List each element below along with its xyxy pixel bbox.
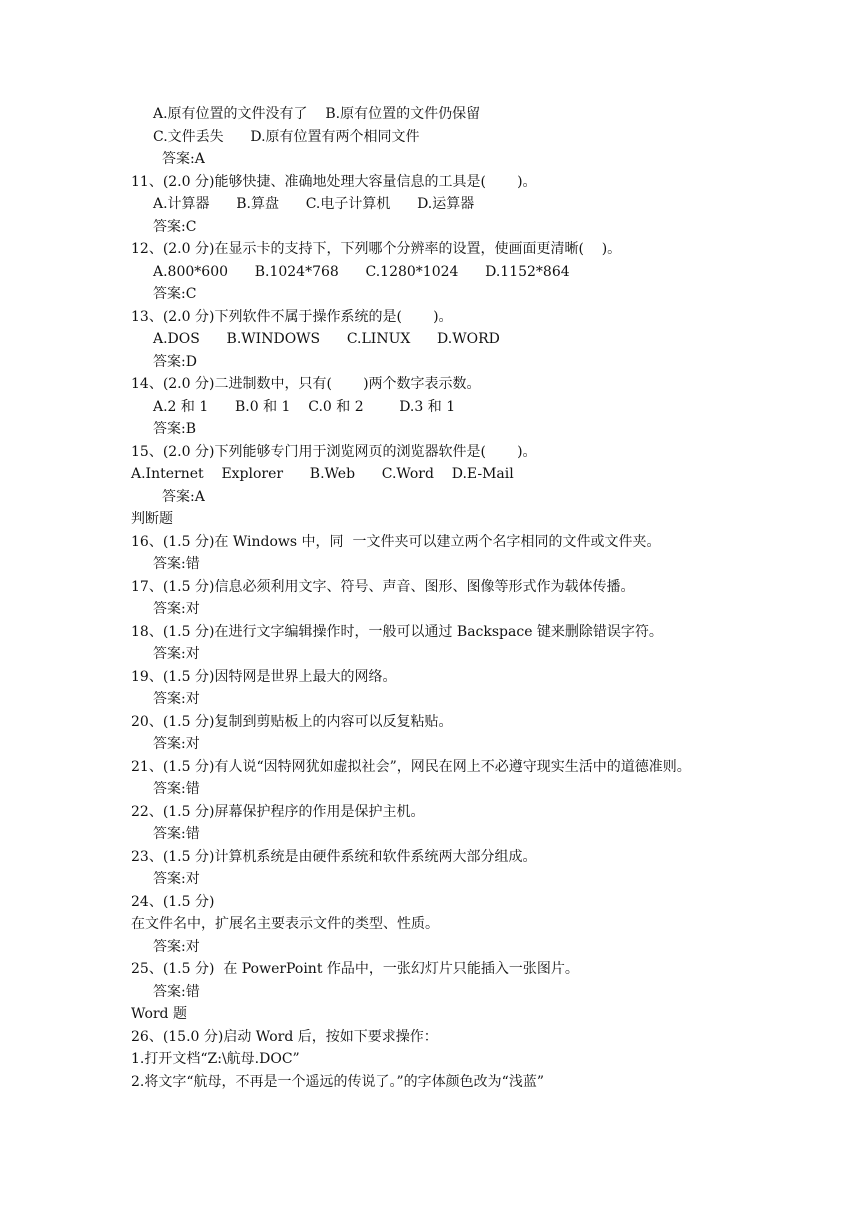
- question-line: 24、(1.5 分): [131, 893, 215, 910]
- answer-line: 答案:A: [162, 151, 205, 167]
- document-body: [131, 103, 771, 1093]
- section-heading: Word 题: [131, 1006, 187, 1022]
- answer-line: 答案:错: [153, 826, 200, 842]
- question-line: 21、(1.5 分)有人说“因特网犹如虚拟社会”，网民在网上不必遵守现实生活中的道德准则。: [131, 758, 691, 775]
- question-line: 25、(1.5 分) 在 PowerPoint 作品中，一张幻灯片只能插入一张图片。: [131, 961, 579, 977]
- answer-line: 答案:对: [153, 871, 200, 887]
- options-line: A.Internet Explorer B.Web C.Word D.E-Mail: [131, 466, 514, 482]
- question-line: 14、(2.0 分)二进制数中，只有( )两个数字表示数。: [131, 376, 481, 392]
- question-line: 22、(1.5 分)屏幕保护程序的作用是保护主机。: [131, 803, 425, 820]
- answer-line: 答案:对: [153, 601, 200, 617]
- answer-line: 答案:错: [153, 781, 200, 797]
- question-line: 11、(2.0 分)能够快捷、准确地处理大容量信息的工具是( )。: [131, 173, 537, 190]
- answer-line: 答案:错: [153, 983, 200, 1000]
- question-line: 16、(1.5 分)在 Windows 中，同 一文件夹可以建立两个名字相同的文件或文件夹。: [131, 533, 661, 550]
- question-line: 17、(1.5 分)信息必须利用文字、符号、声音、图形、图像等形式作为载体传播。: [131, 578, 635, 595]
- options-line: C.文件丢失 D.原有位置有两个相同文件: [153, 128, 420, 145]
- question-line: 19、(1.5 分)因特网是世界上最大的网络。: [131, 668, 397, 685]
- answer-line: 答案:错: [153, 556, 200, 572]
- answer-line: 答案:对: [153, 691, 200, 707]
- question-line: 26、(15.0 分)启动 Word 后，按如下要求操作：: [131, 1028, 438, 1045]
- section-heading: 判断题: [131, 511, 173, 527]
- question-line: 18、(1.5 分)在进行文字编辑操作时，一般可以通过 Backspace 键来删除错误字符。: [131, 623, 663, 640]
- answer-line: 答案:B: [153, 421, 197, 437]
- options-line: A.原有位置的文件没有了 B.原有位置的文件仍保留: [153, 106, 481, 122]
- question-line: 15、(2.0 分)下列能够专门用于浏览网页的浏览器软件是( )。: [131, 443, 537, 460]
- options-line: A.800*600 B.1024*768 C.1280*1024 D.1152*864: [153, 263, 570, 280]
- options-line: A.计算器 B.算盘 C.电子计算机 D.运算器: [153, 196, 475, 212]
- question-line: 12、(2.0 分)在显示卡的支持下，下列哪个分辨率的设置，使画面更清晰( )。: [131, 241, 622, 257]
- text-line: 在文件名中，扩展名主要表示文件的类型、性质。: [131, 916, 439, 932]
- options-line: A.2 和 1 B.0 和 1 C.0 和 2 D.3 和 1: [153, 398, 456, 415]
- answer-line: 答案:对: [153, 938, 200, 955]
- answer-line: 答案:C: [153, 286, 197, 302]
- options-line: A.DOS B.WINDOWS C.LINUX D.WORD: [153, 331, 500, 347]
- text-line: 2.将文字“航母，不再是一个遥远的传说了。”的字体颜色改为“浅蓝”: [131, 1073, 544, 1090]
- question-line: 13、(2.0 分)下列软件不属于操作系统的是( )。: [131, 308, 453, 325]
- question-line: 20、(1.5 分)复制到剪贴板上的内容可以反复粘贴。: [131, 713, 453, 730]
- answer-line: 答案:对: [153, 736, 200, 752]
- question-line: 23、(1.5 分)计算机系统是由硬件系统和软件系统两大部分组成。: [131, 848, 537, 865]
- answer-line: 答案:对: [153, 646, 200, 662]
- answer-line: 答案:D: [153, 353, 197, 370]
- answer-line: 答案:C: [153, 218, 197, 235]
- text-line: 1.打开文档“Z:\航母.DOC”: [131, 1051, 300, 1067]
- answer-line: 答案:A: [162, 488, 205, 505]
